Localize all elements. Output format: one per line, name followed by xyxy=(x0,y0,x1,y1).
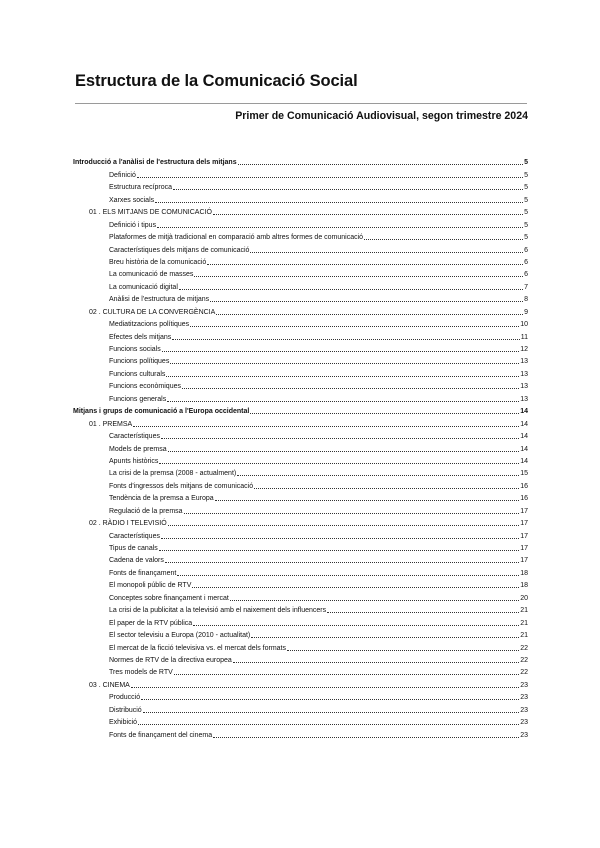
toc-item[interactable] xyxy=(73,640,528,652)
toc-label: Anàlisi de l'estructura de mitjans xyxy=(109,296,210,304)
toc-label: Fonts de finançament del cinema xyxy=(109,731,213,739)
toc-label: Fonts d'ingressos dels mitjans de comunicació xyxy=(109,482,254,490)
toc-page-number: 14 xyxy=(520,457,528,465)
toc-chapter[interactable] xyxy=(73,416,528,428)
toc-leader xyxy=(157,227,523,228)
toc-page-number: 18 xyxy=(520,582,528,590)
toc-item[interactable] xyxy=(73,702,528,714)
toc-page-number: 22 xyxy=(520,669,528,677)
toc-page-number: 23 xyxy=(520,681,528,689)
toc-leader xyxy=(133,426,519,427)
toc-leader xyxy=(168,525,520,526)
toc-item[interactable] xyxy=(73,615,528,627)
toc-leader xyxy=(207,264,523,265)
toc-page-number: 5 xyxy=(524,221,528,229)
toc-leader xyxy=(159,463,519,464)
toc-item[interactable] xyxy=(73,565,528,577)
toc-leader xyxy=(233,662,519,663)
toc-chapter[interactable] xyxy=(73,677,528,689)
toc-leader xyxy=(179,289,523,290)
toc-leader xyxy=(213,214,523,215)
toc-page-number: 16 xyxy=(520,482,528,490)
toc-page-number: 18 xyxy=(520,569,528,577)
toc-leader xyxy=(182,388,519,389)
title-divider xyxy=(75,103,527,104)
toc-leader xyxy=(177,575,519,576)
toc-item[interactable] xyxy=(73,603,528,615)
toc-leader xyxy=(251,637,519,638)
toc-item[interactable] xyxy=(73,727,528,739)
toc-item[interactable] xyxy=(73,541,528,553)
toc-item[interactable] xyxy=(73,578,528,590)
toc-page-number: 14 xyxy=(520,445,528,453)
toc-item[interactable] xyxy=(73,279,528,291)
toc-leader xyxy=(161,538,519,539)
toc-page-number: 23 xyxy=(520,694,528,702)
toc-item[interactable] xyxy=(73,503,528,515)
toc-leader xyxy=(194,276,523,277)
toc-page-number: 8 xyxy=(524,296,528,304)
toc-item[interactable] xyxy=(73,466,528,478)
toc-item[interactable] xyxy=(73,478,528,490)
toc-label: La crisi de la publicitat a la televisió amb el naixement dels influencers xyxy=(109,607,327,615)
toc-label: 02 . RÀDIO I TELEVISIÓ xyxy=(89,520,167,528)
toc-page-number: 16 xyxy=(520,495,528,503)
toc-page-number: 6 xyxy=(524,246,528,254)
toc-label: Breu història de la comunicació xyxy=(109,258,207,266)
toc-label: Funcions econòmiques xyxy=(109,383,181,391)
toc-leader xyxy=(238,164,523,165)
toc-label: Fonts de finançament xyxy=(109,569,177,577)
toc-item[interactable] xyxy=(73,230,528,242)
toc-page-number: 17 xyxy=(520,545,528,552)
toc-label: Estructura recíproca xyxy=(109,184,173,192)
toc-leader xyxy=(364,239,523,240)
toc-label: Plataformes de mitjà tradicional en comparació amb altres formes de comunicació xyxy=(109,234,364,242)
toc-label: Normes de RTV de la directiva europea xyxy=(109,656,232,664)
toc-chapter[interactable] xyxy=(73,516,528,528)
toc-item[interactable] xyxy=(73,167,528,179)
toc-page-number: 13 xyxy=(520,395,528,403)
toc-label: Funcions generals xyxy=(109,395,167,403)
toc-label: Models de premsa xyxy=(109,445,167,453)
toc-leader xyxy=(192,587,519,588)
toc-leader xyxy=(237,475,519,476)
toc-label: Característiques xyxy=(109,433,160,441)
toc-label: Característiques xyxy=(109,532,160,540)
toc-page-number: 22 xyxy=(520,644,528,652)
toc-label: Efectes dels mitjans xyxy=(109,333,172,341)
toc-page-number: 10 xyxy=(520,321,528,329)
toc-label: Tendència de la premsa a Europa xyxy=(109,495,214,503)
toc-item[interactable] xyxy=(73,653,528,665)
toc-label: Definició i tipus xyxy=(109,221,157,229)
toc-leader xyxy=(230,600,519,601)
toc-leader xyxy=(190,326,519,327)
toc-label: 03 . CINEMA xyxy=(89,681,130,689)
document-subtitle: Primer de Comunicació Audiovisual, segon trimestre 2024 xyxy=(235,110,528,122)
toc-leader xyxy=(155,202,523,203)
toc-page-number: 14 xyxy=(520,408,528,416)
toc-page-number: 20 xyxy=(520,594,528,602)
toc-label: Exhibició xyxy=(109,719,138,727)
toc-leader xyxy=(174,674,519,675)
toc-page-number: 21 xyxy=(520,632,528,640)
toc-leader xyxy=(162,351,519,352)
toc-label: Conceptes sobre finançament i mercat xyxy=(109,594,229,602)
toc-page-number: 13 xyxy=(520,358,528,366)
toc-page-number: 22 xyxy=(520,656,528,664)
toc-leader xyxy=(166,376,519,377)
toc-page-number: 6 xyxy=(524,258,528,266)
toc-label: Funcions culturals xyxy=(109,370,166,378)
toc-page-number: 13 xyxy=(520,370,528,378)
toc-leader xyxy=(173,189,523,190)
toc-label: 02 . CULTURA DE LA CONVERGÈNCIA xyxy=(89,308,216,316)
toc-leader xyxy=(184,513,520,514)
toc-leader xyxy=(287,650,519,651)
toc-leader xyxy=(210,301,523,302)
toc-page-number: 12 xyxy=(520,346,528,353)
toc-leader xyxy=(193,625,519,626)
toc-item[interactable] xyxy=(73,454,528,466)
toc-page-number: 7 xyxy=(524,283,528,291)
toc-page-number: 17 xyxy=(520,507,528,515)
toc-page-number: 6 xyxy=(524,271,528,279)
toc-label: Xarxes socials xyxy=(109,196,155,204)
toc-leader xyxy=(327,612,519,613)
toc-page-number: 23 xyxy=(520,706,528,714)
toc-leader xyxy=(138,724,519,725)
toc-label: Definició xyxy=(109,171,136,179)
toc-item[interactable] xyxy=(73,255,528,267)
toc-leader xyxy=(170,363,519,364)
toc-label: El mercat de la ficció televisiva vs. el mercat dels formats xyxy=(109,644,287,652)
toc-label: La crisi de la premsa (2008 - actualment) xyxy=(109,470,237,478)
toc-leader xyxy=(167,401,519,402)
toc-item[interactable] xyxy=(73,354,528,366)
toc-item[interactable] xyxy=(73,292,528,304)
toc-label: El sector televisiu a Europa (2010 - actualitat) xyxy=(109,632,251,640)
toc-label: La comunicació de masses xyxy=(109,271,194,279)
toc-label: Tipus de canals xyxy=(109,545,158,552)
toc-item[interactable] xyxy=(73,366,528,378)
toc-page-number: 13 xyxy=(520,383,528,391)
toc-leader xyxy=(215,500,520,501)
toc-item[interactable] xyxy=(73,342,528,354)
toc-item[interactable] xyxy=(73,491,528,503)
toc-item[interactable] xyxy=(73,391,528,403)
toc-item[interactable] xyxy=(73,242,528,254)
document-title: Estructura de la Comunicació Social xyxy=(75,72,358,90)
toc-label: Cadena de valors xyxy=(109,557,164,565)
toc-leader xyxy=(165,562,519,563)
toc-page-number: 5 xyxy=(524,171,528,179)
toc-label: El paper de la RTV pública xyxy=(109,619,193,627)
toc-leader xyxy=(172,339,519,340)
toc-leader xyxy=(159,550,519,551)
toc-item[interactable] xyxy=(73,553,528,565)
toc-label: La comunicació digital xyxy=(109,283,178,291)
toc-page-number: 5 xyxy=(524,209,528,217)
toc-item[interactable] xyxy=(73,192,528,204)
toc-label: Introducció a l'anàlisi de l'estructura dels mitjans xyxy=(73,159,237,167)
toc-label: Mitjans i grups de comunicació a l'Europa occidental xyxy=(73,408,250,416)
toc-page-number: 14 xyxy=(520,420,528,428)
toc-label: Producció xyxy=(109,694,141,702)
toc-page-number: 21 xyxy=(520,607,528,615)
toc-label: El monopoli públic de RTV xyxy=(109,582,192,590)
toc-page-number: 9 xyxy=(524,308,528,316)
toc-item[interactable] xyxy=(73,329,528,341)
toc-label: Mediatitzacions polítiques xyxy=(109,321,190,329)
toc-item[interactable] xyxy=(73,690,528,702)
toc-item[interactable] xyxy=(73,590,528,602)
toc-page-number: 5 xyxy=(524,196,528,204)
toc-page-number: 17 xyxy=(520,532,528,540)
toc-leader xyxy=(168,451,520,452)
toc-item[interactable] xyxy=(73,715,528,727)
toc-leader xyxy=(131,687,519,688)
toc-section[interactable] xyxy=(73,404,528,416)
toc-leader xyxy=(213,737,519,738)
toc-leader xyxy=(254,488,519,489)
toc-leader xyxy=(250,413,519,414)
toc-item[interactable] xyxy=(73,628,528,640)
toc-leader xyxy=(216,314,523,315)
toc-leader xyxy=(161,438,519,439)
toc-item[interactable] xyxy=(73,665,528,677)
toc-item[interactable] xyxy=(73,217,528,229)
toc-page-number: 11 xyxy=(520,333,528,341)
toc-label: Regulació de la premsa xyxy=(109,507,183,515)
toc-leader xyxy=(137,177,523,178)
table-of-contents xyxy=(73,155,528,740)
toc-page-number: 5 xyxy=(524,159,528,167)
toc-page-number: 17 xyxy=(520,520,528,528)
toc-label: Tres models de RTV xyxy=(109,669,173,677)
toc-item[interactable] xyxy=(73,528,528,540)
toc-leader xyxy=(141,699,519,700)
toc-page-number: 21 xyxy=(520,619,528,627)
toc-label: Distribució xyxy=(109,706,142,714)
toc-page-number: 5 xyxy=(524,184,528,192)
toc-page-number: 23 xyxy=(520,731,528,739)
toc-label: 01 . PREMSA xyxy=(89,420,133,428)
toc-chapter[interactable] xyxy=(73,205,528,217)
toc-page-number: 17 xyxy=(520,557,528,565)
toc-chapter[interactable] xyxy=(73,304,528,316)
toc-page-number: 15 xyxy=(520,470,528,478)
toc-page-number: 5 xyxy=(524,234,528,242)
toc-label: Funcions polítiques xyxy=(109,358,170,366)
toc-item[interactable] xyxy=(73,379,528,391)
toc-item[interactable] xyxy=(73,317,528,329)
toc-section[interactable] xyxy=(73,155,528,167)
toc-item[interactable] xyxy=(73,441,528,453)
toc-label: Apunts històrics xyxy=(109,457,159,465)
toc-leader xyxy=(250,252,523,253)
toc-item[interactable] xyxy=(73,180,528,192)
toc-item[interactable] xyxy=(73,267,528,279)
toc-label: Funcions socials xyxy=(109,346,161,353)
toc-page-number: 23 xyxy=(520,719,528,727)
toc-page-number: 14 xyxy=(520,433,528,441)
toc-label: 01 . ELS MITJANS DE COMUNICACIÓ xyxy=(89,209,212,217)
toc-label: Característiques dels mitjans de comunicació xyxy=(109,246,250,254)
toc-item[interactable] xyxy=(73,429,528,441)
toc-leader xyxy=(143,712,520,713)
